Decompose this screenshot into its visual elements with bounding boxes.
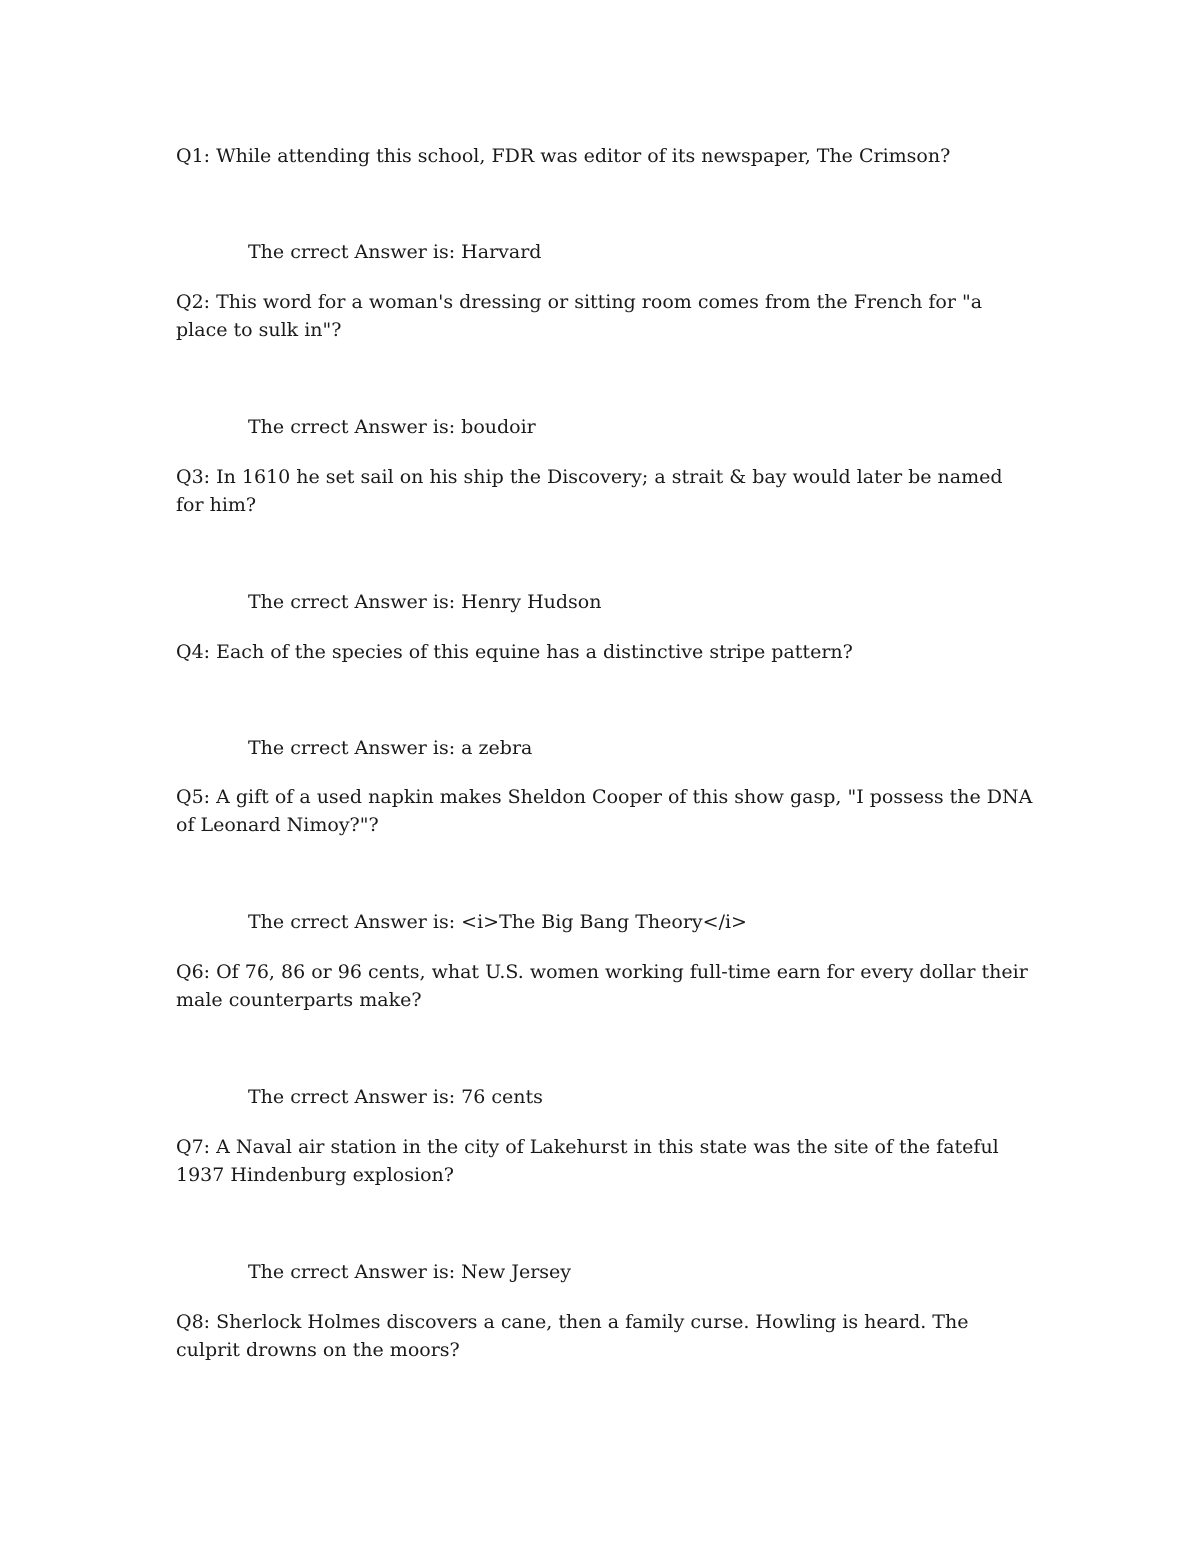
question-8: Q8: Sherlock Holmes discovers a cane, then a family curse. Howling is heard. The culprit drowns on the moors?: [176, 1311, 969, 1361]
answer-4: The crrect Answer is: a zebra: [248, 737, 533, 759]
question-4: Q4: Each of the species of this equine has a distinctive stripe pattern?: [176, 641, 853, 663]
question-2: Q2: This word for a woman's dressing or sitting room comes from the French for "a place to sulk in"?: [176, 291, 983, 341]
answer-7: The crrect Answer is: New Jersey: [248, 1261, 572, 1283]
answer-3: The crrect Answer is: Henry Hudson: [248, 591, 602, 613]
answer-1: The crrect Answer is: Harvard: [248, 241, 542, 263]
question-7: Q7: A Naval air station in the city of Lakehurst in this state was the site of the fateful 1937 Hindenburg explosion?: [176, 1136, 999, 1186]
answer-6: The crrect Answer is: 76 cents: [248, 1086, 543, 1108]
question-6: Q6: Of 76, 86 or 96 cents, what U.S. women working full-time earn for every dollar their male counterparts make?: [176, 961, 1028, 1011]
question-1: Q1: While attending this school, FDR was editor of its newspaper, The Crimson?: [176, 145, 951, 167]
question-3: Q3: In 1610 he set sail on his ship the Discovery; a strait & bay would later be named for him?: [176, 466, 1003, 516]
question-5: Q5: A gift of a used napkin makes Sheldon Cooper of this show gasp, "I possess the DNA of Leonard Nimoy?"?: [176, 786, 1033, 836]
answer-5: The crrect Answer is: <i>The Big Bang Theory</i>: [248, 911, 747, 933]
answer-2: The crrect Answer is: boudoir: [248, 416, 536, 438]
